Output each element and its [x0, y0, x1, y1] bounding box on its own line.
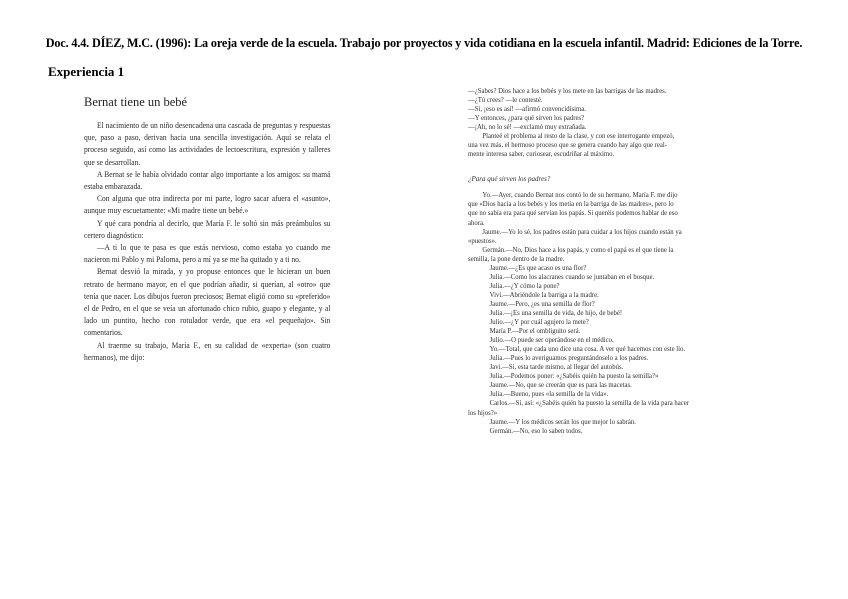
dialogue-line: —Sí, ¡eso es así! —afirmó convencidísima.	[468, 104, 586, 114]
dialogue-line: Julia.—Bueno, pues «la semilla de la vida».	[489, 389, 609, 399]
dialogue-line: Carlos.—Sí, así: «¿Sabéis quién ha puesto la semilla de la vida para hacer	[489, 398, 690, 408]
text-line: una vez más, el hermoso proceso que se genera cuando hay algo que real-	[468, 140, 668, 150]
dialogue-line: Jaume.—Pero, ¿es una semilla de flor?	[489, 298, 595, 308]
dialogue-line: «puestos».	[468, 235, 497, 245]
spacer	[468, 158, 808, 166]
dialogue-line: que no sabía era para qué servían los papás. Si queréis podemos hablar de eso	[468, 208, 678, 218]
dialogue-line: —¿Sabes? Dios hace a los bebés y los mete en las barrigas de las madres.	[468, 86, 667, 95]
dialogue-line: Julio.—O puede ser operándose en el médico.	[489, 335, 614, 345]
dialogue-line: Julia.—Podemos poner: «¿Sabéis quién ha puesto la semilla?»	[489, 371, 659, 381]
dialogue-line: Yo.—Total, que cada uno dice una cosa. A ver qué hacemos con este lío.	[489, 344, 686, 354]
dialogue-line: Julia.—¿Y cómo la pone?	[489, 280, 560, 290]
dialogue-line: Vivi.—Abriéndole la barriga a la madre.	[489, 289, 599, 299]
section-heading: Experiencia 1	[48, 64, 125, 79]
document-title: Doc. 4.4. DÍEZ, M.C. (1996): La oreja verde de la escuela. Trabajo por proyectos y vida cotidiana en la escuela infantil. Madrid: Ediciones de la Torre.	[45, 36, 803, 50]
column-title: Bernat tiene un bebé	[84, 95, 188, 109]
paragraph: Y qué cara pondría al decirlo, que María F. le soltó sin más preámbulos su certero diagnóstico:	[84, 218, 331, 240]
dialogue-line: Julio.—¿Y por cuál agujero la mete?	[489, 317, 589, 327]
dialogue-line: Jaume.—Yo lo sé, los padres están para cuidar a los hijos cuando están ya	[482, 226, 682, 236]
paragraph: El nacimiento de un niño desencadena una cascada de preguntas y respuestas que, paso a paso, derivan hacia una sencilla investigación. Aquí se relata el proceso seguido, así como las actividades de lectoescritura, expresión y talleres que se desarrollan.	[84, 121, 331, 167]
dialogue-line: —¿Tú crees? —le contesté.	[468, 95, 543, 105]
paragraph: Con alguna que otra indirecta por mi parte, logro sacar afuera el «asunto», aunque muy escuetamente: «Mi madre tiene un bebé.»	[84, 194, 331, 216]
dialogue-line: Julia.—¡Es una semilla de vida, de hijo, de bebé!	[489, 307, 623, 317]
left-text-column	[84, 95, 330, 364]
dialogue-line: Yo.—Ayer, cuando Bernat nos contó lo de su hermano, María F. me dijo	[482, 190, 678, 200]
paragraph: A Bernat se le había olvidado contar algo importante a los amigos: su mamá estaba embarazada.	[84, 169, 331, 192]
dialogue-line: que «Dios hacía a los bebés y los metía en la barriga de las madres», pero lo	[468, 199, 674, 209]
dialogue-line: Germán.—No, Dios hace a los papás, y como el papá es el que tiene la	[482, 244, 674, 254]
dialogue-line: Jaume.—¿Es que acaso es una flor?	[489, 262, 587, 272]
text-line: Planteé el problema al resto de la clase, y con ese interrogante empezó,	[482, 131, 675, 141]
text-line: mente interesa saber, curiosear, escudriñar al máximo.	[468, 149, 615, 159]
dialogue-line: Jaume.—Y los médicos serán los que mejor lo sabrán.	[489, 416, 636, 426]
paragraph: Al traerme su trabajo, María F., en su calidad de «experta» (son cuatro hermanos), me dijo:	[84, 340, 331, 362]
dialogue-line: Julia.—Como los alacranes cuando se juntaban en el bosque.	[489, 271, 655, 281]
dialogue-line: —Y entonces, ¿para qué sirven los padres?	[468, 113, 585, 123]
dialogue-line: Germán.—No, eso lo saben todos.	[489, 425, 583, 435]
paragraph: Bernat desvió la mirada, y yo propuse entonces que le hicieran un buen retrato de hermano mayor, en el que podrían añadir, si querían, al «otro» que tenía que nacer. Los dibujos fueron preciosos; Bernat eligió como su «preferido» el de Pedro, en el que se veía un afortunado chico rubio, guapo y elegante, y al lado un puntito, hecho con rotulador verde, que era «el pequeñajo». Sin comentarios.	[84, 267, 331, 338]
dialogue-line: Julia.—Pues lo averiguamos preguntándoselo a los padres.	[489, 353, 649, 363]
spacer	[468, 166, 808, 174]
right-text-column	[468, 86, 808, 435]
paragraph: —A ti lo que te pasa es que estás nervioso, como estaba yo cuando me nacieron mi Pablo y mi Paloma, pero a mí ya se me ha quitado y a ti no.	[84, 243, 331, 265]
dialogue-line: semilla, la pone dentro de la madre.	[468, 253, 565, 263]
dialogue-line: —¡Ah, no lo sé! —exclamó muy extrañada.	[468, 122, 587, 132]
dialogue-line: Jaume.—No, que se creerán que es para las macetas.	[489, 380, 632, 390]
dialogue-line: ahora.	[468, 217, 485, 227]
dialogue-line: Javi.—Sí, esta tarde mismo, al llegar del autobús.	[489, 362, 624, 372]
dialogue-line: los hijos?»	[468, 407, 498, 417]
subheading: ¿Para qué sirven los padres?	[468, 174, 551, 184]
dialogue-line: María P.—Por el ombliguito será.	[489, 326, 581, 336]
